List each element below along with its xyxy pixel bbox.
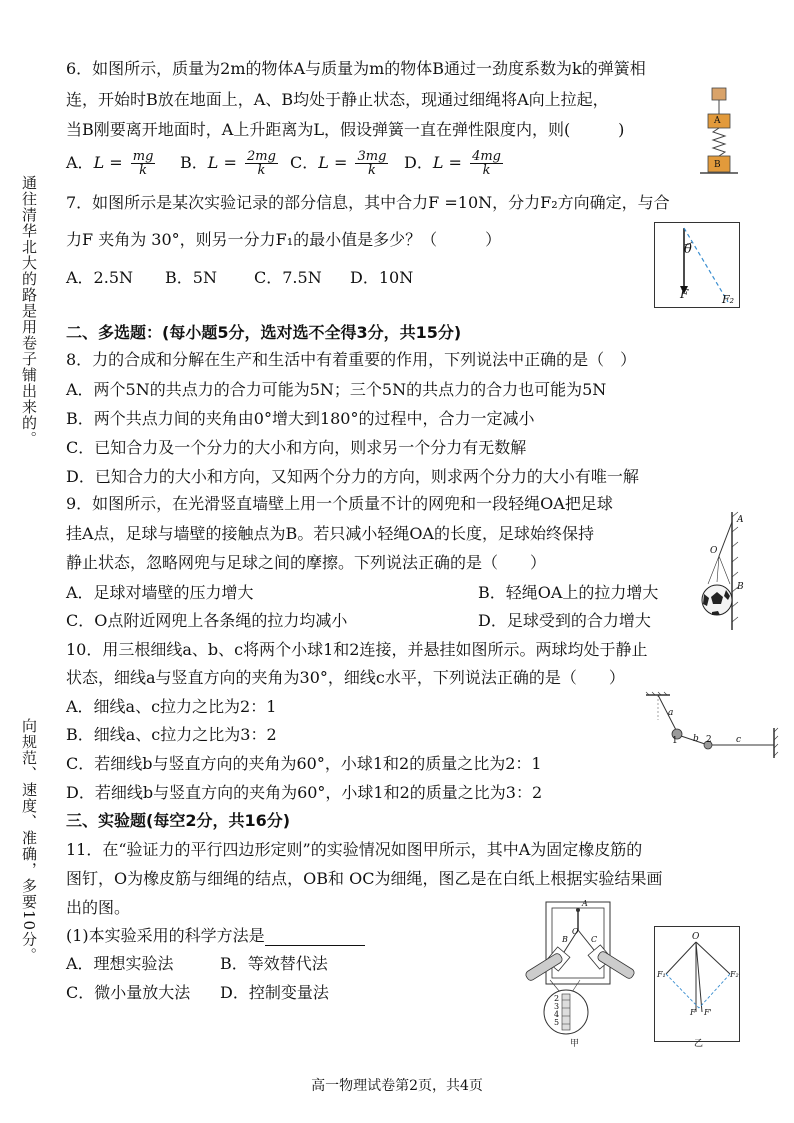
q6-line2: 连，开始时B放在地面上，A、B均处于静止状态，现通过细绳将A向上拉起， [66, 90, 609, 109]
q11-jia-scale-3: 3 [554, 1002, 560, 1011]
q9-fig-label-a: A [737, 515, 744, 525]
q11-line3: 出的图。 [66, 898, 131, 917]
q9-option-a: A．足球对墙壁的压力增大 [66, 583, 254, 602]
q8-option-c: C．已知合力及一个分力的大小和方向，则求另一个分力有无数解 [66, 438, 527, 457]
q8-option-a: A．两个5N的共点力的合力可能为5N；三个5N的共点力的合力也可能为5N [66, 380, 607, 399]
side-note-bottom: 向规范、速度、准确，多要10分。 [20, 718, 38, 964]
q10-fig-label-a: a [668, 708, 674, 718]
q11-line1: 11．在“验证力的平行四边形定则”的实验情况如图甲所示，其中A为固定橡皮筋的 [66, 840, 643, 859]
q11-yi-label-f1: F₁ [657, 970, 666, 979]
q11-jia-scale-5: 5 [554, 1018, 560, 1027]
section-3-heading: 三、实验题(每空2分，共16分) [66, 811, 291, 830]
q7-option-d: D．10N [350, 268, 414, 287]
q11-option-d: D．控制变量法 [220, 983, 329, 1002]
q7-line2: 力F 夹角为 30°，则另一分力F₁的最小值是多少？（ ） [66, 230, 502, 249]
q10-option-c: C．若细线b与竖直方向的夹角为60°，小球1和2的质量之比为2：1 [66, 754, 542, 773]
q11-jia-label-c: C [591, 935, 598, 944]
q9-fig-label-o: O [710, 546, 718, 556]
q9-fig-label-b: B [737, 582, 744, 592]
q11-option-c: C．微小量放大法 [66, 983, 191, 1002]
q11-yi-label-f2: F₂ [730, 970, 739, 979]
q8-option-d: D．已知合力的大小和方向，又知两个分力的方向，则求两个分力的大小有唯一解 [66, 467, 639, 486]
q11-answer-blank[interactable] [265, 929, 365, 946]
q10-fig-label-b: b [693, 734, 699, 744]
q10-option-b: B．细线a、c拉力之比为3：2 [66, 725, 277, 744]
q6-line3: 当B刚要离开地面时，A上升距离为L，假设弹簧一直在弹性限度内，则( ) [66, 120, 625, 139]
q6-option-a: A．L = $\frac{mg}{k}$ [66, 149, 154, 178]
q10-balls-figure [646, 692, 778, 758]
q11-jia-caption: 甲 [570, 1039, 580, 1049]
q7-fig-f2: F₂ [722, 293, 735, 306]
q11-sub1: (1)本实验采用的科学方法是 [66, 926, 365, 946]
q7-option-c: C．7.5N [254, 268, 322, 287]
q6-option-c: C．L = $\frac{3mg}{k}$ [290, 149, 387, 178]
side-note-top: 通往清华北大的路是用卷子铺出来的。 [20, 175, 38, 447]
q11-jia-scale-4: 4 [554, 1010, 560, 1019]
q10-fig-label-c: c [736, 735, 742, 745]
q11-line2: 图钉，O为橡皮筋与细绳的结点，OB和 OC为细绳，图乙是在白纸上根据实验结果画 [66, 869, 663, 888]
q11-jia-label-a: A [582, 899, 588, 908]
q7-line1: 7．如图所示是某次实验记录的部分信息，其中合力F =10N，分力F₂方向确定，与合 [66, 193, 670, 212]
q9-line3: 静止状态，忽略网兜与足球之间的摩擦。下列说法正确的是（ ） [66, 553, 547, 572]
q7-option-a: A．2.5N [66, 268, 134, 287]
q7-option-b: B．5N [165, 268, 217, 287]
q11-jia-scale-2: 2 [554, 994, 560, 1003]
q10-line1: 10．用三根细线a、b、c将两个小球1和2连接，并悬挂如图所示。两球均处于静止 [66, 640, 648, 659]
q8-option-b: B．两个共点力间的夹角由0°增大到180°的过程中，合力一定减小 [66, 409, 535, 428]
q11-yi-label-fp: F' [704, 1008, 712, 1017]
q10-option-d: D．若细线b与竖直方向的夹角为60°，小球1和2的质量之比为3：2 [66, 783, 543, 802]
q11-yi-caption: 乙 [694, 1039, 704, 1049]
q10-fig-label-ball2: 2 [706, 735, 712, 745]
q9-football-figure [700, 512, 748, 632]
q9-option-d: D．足球受到的合力增大 [478, 611, 651, 630]
q10-fig-label-ball1: 1 [672, 736, 678, 746]
section-2-heading: 二、多选题：(每小题5分，选对选不全得3分，共15分) [66, 323, 462, 342]
q9-line2: 挂A点，足球与墙壁的接触点为B。若只减小轻绳OA的长度，足球始终保持 [66, 524, 594, 543]
q6-line1: 6．如图所示，质量为2m的物体A与质量为m的物体B通过一劲度系数为k的弹簧相 [66, 59, 646, 78]
q9-option-c: C．O点附近网兜上各条绳的拉力均减小 [66, 611, 348, 630]
q10-option-a: A．细线a、c拉力之比为2：1 [66, 697, 277, 716]
q9-option-b: B．轻绳OA上的拉力增大 [478, 583, 659, 602]
q8-stem: 8．力的合成和分解在生产和生活中有着重要的作用，下列说法中正确的是（ ） [66, 350, 637, 369]
q6-option-b: B．L = $\frac{2mg}{k}$ [180, 149, 276, 178]
q11-jia-label-o: O [572, 927, 579, 936]
q11-option-b: B．等效替代法 [220, 954, 328, 973]
q10-line2: 状态，细线a与竖直方向的夹角为30°，细线c水平，下列说法正确的是（ ） [66, 668, 625, 687]
q11-figure-jia [520, 900, 644, 1040]
q11-figure-yi [654, 926, 740, 1042]
q11-yi-label-o: O [692, 932, 700, 942]
q7-fig-f: F [680, 287, 689, 301]
q11-yi-label-f: F [690, 1008, 696, 1017]
q6-fig-label-a: A [714, 116, 721, 126]
q7-fig-theta: θ [684, 242, 692, 257]
q6-option-d: D．L = $\frac{4mg}{k}$ [404, 149, 501, 178]
q11-option-a: A．理想实验法 [66, 954, 174, 973]
page-footer: 高一物理试卷第2页，共4页 [311, 1078, 483, 1094]
q9-line1: 9．如图所示，在光滑竖直墙壁上用一个质量不计的网兜和一段轻绳OA把足球 [66, 494, 613, 513]
q6-fig-label-b: B [714, 160, 721, 170]
q11-jia-label-b: B [562, 935, 568, 944]
